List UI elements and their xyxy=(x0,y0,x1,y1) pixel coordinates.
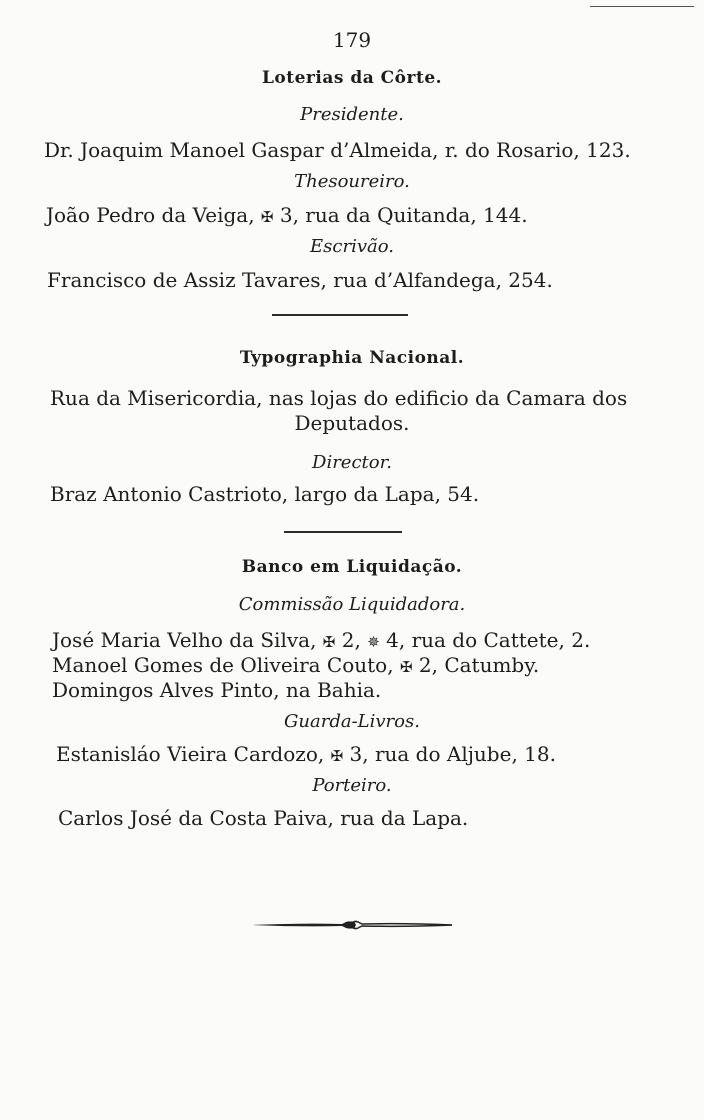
entry-presidente: Dr. Joaquim Manoel Gaspar d’Almeida, r. do Rosario, 123. xyxy=(44,138,631,162)
entry-thesoureiro-name: João Pedro da Veiga, xyxy=(46,203,255,227)
page-number: 179 xyxy=(332,28,372,52)
member-name: José Maria Velho da Silva, xyxy=(52,628,317,652)
member-name: Manoel Gomes de Oliveira Couto, xyxy=(52,653,394,677)
entry-commissao-member xyxy=(52,628,590,654)
section-title-loterias: Loterias da Côrte. xyxy=(261,68,443,88)
entry-typographia-address-line1: Rua da Misericordia, nas lojas do edificio da Camara dos xyxy=(50,386,628,410)
top-edge-line xyxy=(590,6,694,7)
order-cross-icon: ✠ xyxy=(330,747,344,765)
member-detail: 2, xyxy=(341,628,361,652)
section-divider xyxy=(272,314,408,316)
order-cross-icon: ✠ xyxy=(260,208,274,226)
entry-thesoureiro xyxy=(46,203,528,229)
order-cross-icon: ✠ xyxy=(399,658,413,676)
entry-guarda-livros xyxy=(56,742,556,768)
label-guarda-livros: Guarda-Livros. xyxy=(284,711,420,732)
label-porteiro: Porteiro. xyxy=(312,775,392,796)
entry-porteiro: Carlos José da Costa Paiva, rua da Lapa. xyxy=(58,806,469,830)
entry-thesoureiro-address: 3, rua da Quitanda, 144. xyxy=(279,203,528,227)
label-presidente: Presidente. xyxy=(300,104,404,125)
section-divider xyxy=(284,531,402,533)
guarda-name: Estanisláo Vieira Cardozo, xyxy=(56,742,325,766)
guarda-address: 3, rua do Aljube, 18. xyxy=(349,742,556,766)
label-director: Director. xyxy=(312,452,392,473)
entry-escrivao: Francisco de Assiz Tavares, rua d’Alfandega, 254. xyxy=(47,268,553,292)
label-escrivao: Escrivão. xyxy=(310,236,394,257)
member-address: 4, rua do Cattete, 2. xyxy=(386,628,591,652)
label-thesoureiro: Thesoureiro. xyxy=(294,171,410,192)
end-ornament-icon xyxy=(250,918,454,932)
entry-commissao-member: Domingos Alves Pinto, na Bahia. xyxy=(52,678,382,702)
order-cross-icon: ✠ xyxy=(322,633,336,651)
entry-commissao-member xyxy=(52,653,539,679)
section-title-banco: Banco em Liquidação. xyxy=(241,557,463,577)
label-commissao: Commissão Liquidadora. xyxy=(238,594,466,615)
section-title-typographia: Typographia Nacional. xyxy=(239,348,465,368)
order-star-icon: ✵ xyxy=(367,633,380,651)
entry-typographia-address-line2: Deputados. xyxy=(294,411,410,435)
member-address: 2, Catumby. xyxy=(418,653,540,677)
entry-director: Braz Antonio Castrioto, largo da Lapa, 54. xyxy=(50,482,480,506)
